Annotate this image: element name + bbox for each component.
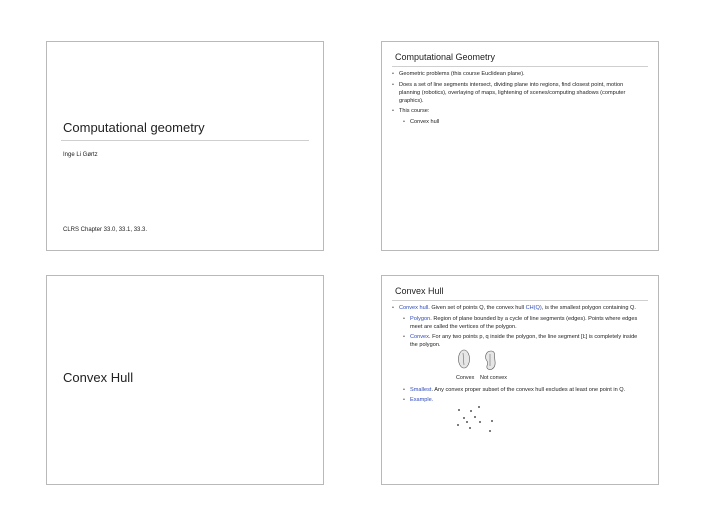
slide-heading: Computational Geometry [395,52,496,62]
slide-title [46,41,324,251]
term-polygon: Polygon [410,315,431,322]
bullet [392,107,644,126]
point-set-icon [456,404,506,438]
bullet-text: This course: [399,108,430,114]
slide-convex-hull [381,275,659,485]
bullet-definition [392,304,644,440]
term-convex-hull: Convex hull [399,305,429,311]
sub-bullet: • Convex hull [403,118,644,126]
bullet: • Does a set of line segments intersect, dividing plane into regions, find closest point, motion planning (robotics), overlaying of maps, lightening of scenes/computing shadows (computer graphics). [392,81,644,105]
heading-divider [392,66,648,67]
term-convex: Convex [410,334,429,340]
sub-bullet-example [403,396,644,440]
heading-divider [392,300,648,301]
polygon-text: . Region of plane bounded by a cycle of line segments (edges). Points where edges meet are called the vertices of the polygon. [410,315,638,330]
title-divider [61,140,309,141]
author: Inge Li Gørtz [63,152,98,158]
section-title-text: Convex Hull [63,370,134,385]
reference: CLRS Chapter 33.0, 33.1, 33.3. [63,227,148,233]
term-smallest: Smallest [410,386,432,393]
slide-section-title [46,275,324,485]
definition-text: . Given set of points Q, the convex hull [428,305,526,311]
label-convex: Convex [456,375,475,381]
convex-figure [458,349,644,383]
slide-title-text: Computational geometry [63,120,205,135]
slide-body [392,304,644,443]
label-not-convex: Not convex [480,375,507,381]
bullet: • Geometric problems (this course Euclidean plane). [392,70,644,78]
slide-body [392,70,644,128]
term-example: Example. [410,397,434,403]
slide-computational-geometry [381,41,659,251]
slide-heading: Convex Hull [395,286,444,296]
sub-bullet-smallest [403,386,644,394]
convex-shapes-icon [458,349,518,375]
example-points [456,404,644,440]
sub-bullet-convex [403,333,644,383]
smallest-text: . Any convex proper subset of the convex hull excludes at least one point in Q. [431,386,626,393]
convex-text: . For any two points p, q inside the polygon, the line segment [Ŀ] is completely inside the polygon. [410,334,638,348]
term-ch: CH(Q) [525,305,542,311]
definition-text-end: , is the smallest polygon containing Q. [541,305,636,311]
sub-bullet-polygon [403,315,644,331]
